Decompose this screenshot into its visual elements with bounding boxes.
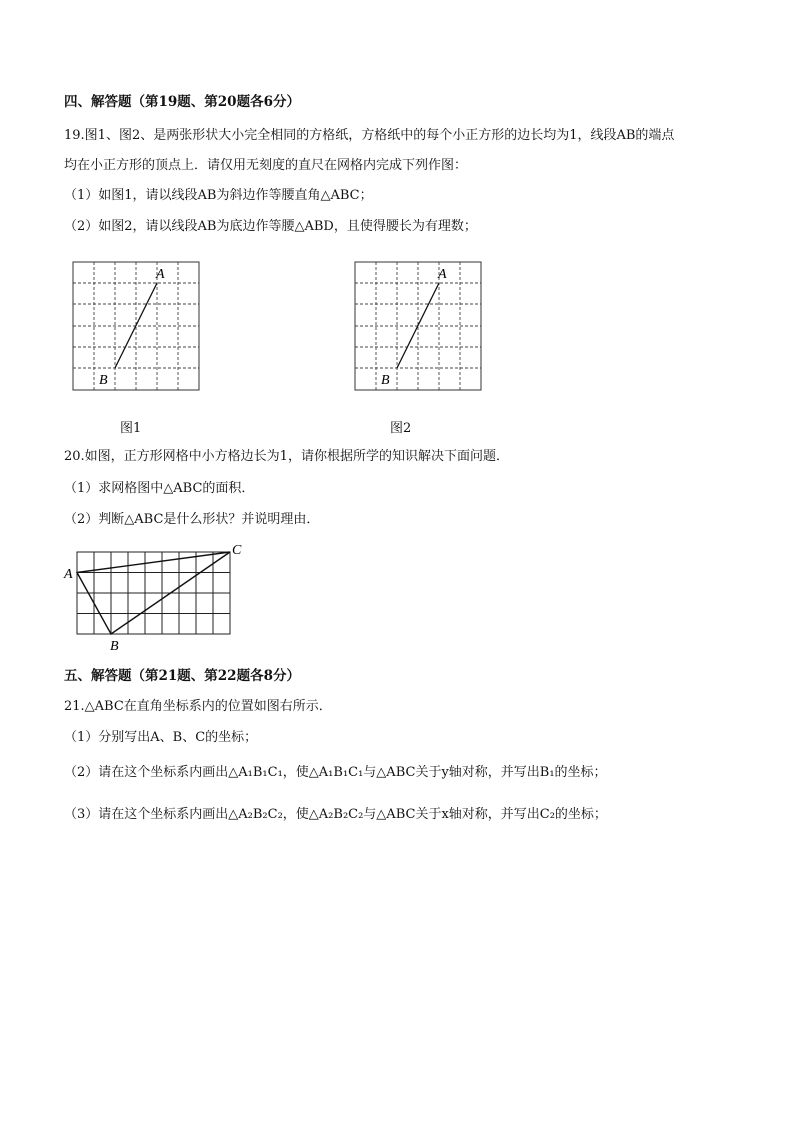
q19-line-1: 19.图1、图2、是两张形状大小完全相同的方格纸，方格纸中的每个小正方形的边长均为1，线段AB的端点 [64, 128, 675, 143]
q20-label-c: C [232, 543, 242, 558]
q21-part-1: （1）分别写出A、B、C的坐标； [64, 730, 258, 745]
q19-part-1: （1）如图1，请以线段AB为斜边作等腰直角△ABC； [64, 188, 373, 203]
figure-1-label-b: B [99, 373, 108, 388]
q20-triangle-grid [58, 538, 258, 654]
figure-1-label-a: A [156, 267, 165, 282]
figure-2-label-a: A [438, 267, 447, 282]
figure-1-segment-ab [115, 283, 157, 368]
q20-part-1: （1）求网格图中△ABC的面积． [64, 481, 255, 496]
q20-label-a: A [64, 567, 73, 582]
q20-label-b: B [110, 639, 119, 654]
figure-2-grid [348, 254, 488, 394]
figure-1-caption: 图1 [120, 421, 142, 436]
figure-2-label-b: B [381, 373, 390, 388]
figure-1-grid [66, 254, 206, 394]
q21-line-1: 21.△ABC在直角坐标系内的位置如图右所示． [64, 699, 332, 714]
q21-part-2: （2）请在这个坐标系内画出△A₁B₁C₁，使△A₁B₁C₁与△ABC关于y轴对称，并写出B₁的坐标； [64, 765, 607, 780]
q20-grid-lines [77, 552, 230, 634]
q19-line-2: 均在小正方形的顶点上．请仅用无刻度的直尺在网格内完成下列作图： [64, 158, 468, 173]
q19-part-2: （2）如图2，请以线段AB为底边作等腰△ABD，且使得腰长为有理数； [64, 219, 477, 234]
section-5-heading: 五、解答题（第21题、第22题各8分） [64, 668, 300, 684]
figure-2-caption: 图2 [390, 421, 412, 436]
q20-line-1: 20.如图，正方形网格中小方格边长为1，请你根据所学的知识解决下面问题． [64, 449, 509, 464]
q20-part-2: （2）判断△ABC是什么形状？并说明理由． [64, 512, 320, 527]
section-4-heading: 四、解答题（第19题、第20题各6分） [64, 94, 300, 110]
q21-part-3: （3）请在这个坐标系内画出△A₂B₂C₂，使△A₂B₂C₂与△ABC关于x轴对称，并写出C₂的坐标； [64, 807, 607, 822]
figure-2-segment-ab [397, 283, 439, 368]
